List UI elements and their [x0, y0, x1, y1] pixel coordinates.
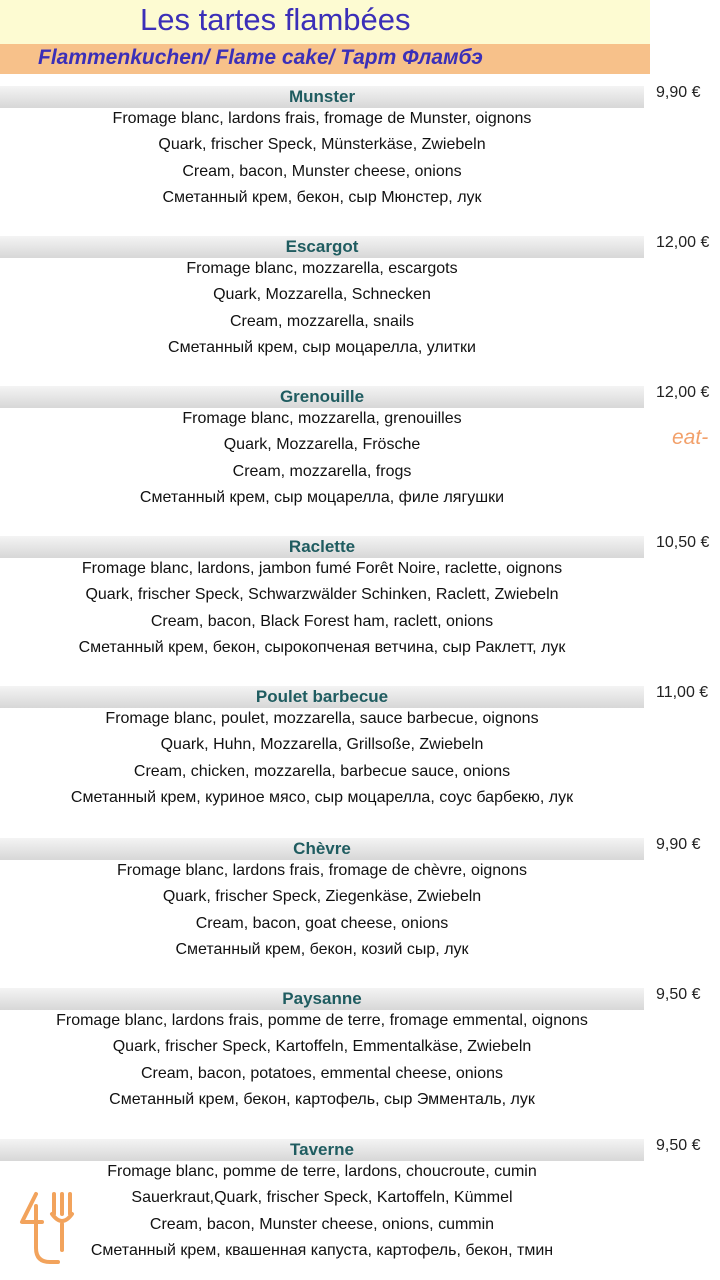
menu-item-taverne: [0, 1139, 720, 1279]
item-description-ru: Сметанный крем, сыр моцарелла, филе лягушки: [139, 489, 505, 506]
item-price: 9,50 €: [656, 986, 701, 1003]
item-price: 9,90 €: [656, 84, 701, 101]
watermark-text: eat-: [672, 426, 709, 449]
item-description-fr: Fromage blanc, lardons, jambon fumé Forêt Noire, raclette, oignons: [81, 560, 563, 577]
menu-item-raclette: [0, 536, 720, 676]
item-description-ru: Сметанный крем, бекон, козий сыр, лук: [175, 941, 469, 958]
menu-item-grenouille: [0, 386, 720, 526]
item-description-fr: Fromage blanc, mozzarella, grenouilles: [182, 410, 462, 427]
item-description-ru: Сметанный крем, бекон, картофель, сыр Эмменталь, лук: [109, 1091, 535, 1108]
item-description-ru: Сметанный крем, куриное мясо, сыр моцарелла, соус барбекю, лук: [70, 789, 574, 806]
menu-item-munster: [0, 86, 720, 226]
item-description-de: Quark, Mozzarella, Frösche: [223, 436, 421, 453]
item-description-ru: Сметанный крем, квашенная капуста, картофель, бекон, тмин: [90, 1242, 554, 1259]
item-name: Munster: [288, 87, 356, 106]
item-description-en: Cream, bacon, Munster cheese, onions, cummin: [149, 1216, 495, 1233]
item-description-de: Quark, frischer Speck, Kartoffeln, Emmentalkäse, Zwiebeln: [112, 1038, 532, 1055]
item-description-en: Cream, mozzarella, snails: [229, 313, 415, 330]
item-description-de: Quark, Mozzarella, Schnecken: [213, 286, 431, 303]
item-description-fr: Fromage blanc, pomme de terre, lardons, choucroute, cumin: [107, 1163, 537, 1180]
item-description-fr: Fromage blanc, lardons frais, fromage de chèvre, oignons: [117, 862, 527, 879]
page-title: Les tartes flambées: [140, 2, 411, 37]
item-description-de: Quark, frischer Speck, Münsterkäse, Zwiebeln: [158, 136, 486, 153]
item-price: 12,00 €: [656, 234, 710, 251]
item-price: 10,50 €: [656, 534, 710, 551]
item-description-ru: Сметанный крем, бекон, сыр Мюнстер, лук: [162, 189, 482, 206]
item-description-de: Quark, frischer Speck, Schwarzwälder Schinken, Raclett, Zwiebeln: [85, 586, 559, 603]
item-name: Chèvre: [293, 839, 351, 858]
item-description-fr: Fromage blanc, lardons frais, pomme de terre, fromage emmental, oignons: [56, 1012, 588, 1029]
menu-item-poulet-barbecue: [0, 686, 720, 826]
menu-item-chevre: [0, 838, 720, 978]
item-description-de: Quark, Huhn, Mozzarella, Grillsoße, Zwiebeln: [160, 736, 484, 753]
item-description-en: Cream, bacon, Black Forest ham, raclett, onions: [150, 613, 494, 630]
item-name: Escargot: [285, 237, 359, 256]
item-name: Grenouille: [279, 387, 365, 406]
item-description-en: Cream, mozzarella, frogs: [232, 463, 412, 480]
item-name: Raclette: [288, 537, 356, 556]
item-name: Taverne: [290, 1140, 354, 1159]
title-banner: [0, 0, 650, 44]
item-price: 9,90 €: [656, 836, 701, 853]
item-description-en: Cream, bacon, Munster cheese, onions: [182, 163, 462, 180]
item-description-en: Cream, bacon, goat cheese, onions: [195, 915, 449, 932]
item-description-ru: Сметанный крем, сыр моцарелла, улитки: [168, 339, 476, 356]
item-description-fr: Fromage blanc, lardons frais, fromage de Munster, oignons: [112, 110, 532, 127]
item-description-de: Quark, frischer Speck, Ziegenkäse, Zwiebeln: [162, 888, 482, 905]
item-description-en: Cream, chicken, mozzarella, barbecue sauce, onions: [133, 763, 511, 780]
item-price: 9,50 €: [656, 1137, 701, 1154]
item-price: 11,00 €: [656, 684, 709, 701]
item-name: Paysanne: [282, 989, 362, 1008]
subtitle-banner: [0, 44, 650, 74]
item-description-de: Sauerkraut,Quark, frischer Speck, Kartoffeln, Kümmel: [131, 1189, 513, 1206]
item-description-fr: Fromage blanc, poulet, mozzarella, sauce barbecue, oignons: [105, 710, 539, 727]
menu-item-escargot: [0, 236, 720, 376]
item-description-fr: Fromage blanc, mozzarella, escargots: [186, 260, 458, 277]
item-description-en: Cream, bacon, potatoes, emmental cheese, onions: [141, 1065, 503, 1082]
fork-logo-icon: [14, 1188, 80, 1268]
page-subtitle: Flammenkuchen/ Flame cake/ Тарт Фламбэ: [38, 46, 483, 69]
menu-item-paysanne: [0, 988, 720, 1128]
item-description-ru: Сметанный крем, бекон, сырокопченая ветчина, сыр Раклетт, лук: [78, 639, 566, 656]
item-name: Poulet barbecue: [255, 687, 389, 706]
item-price: 12,00 €: [656, 384, 710, 401]
